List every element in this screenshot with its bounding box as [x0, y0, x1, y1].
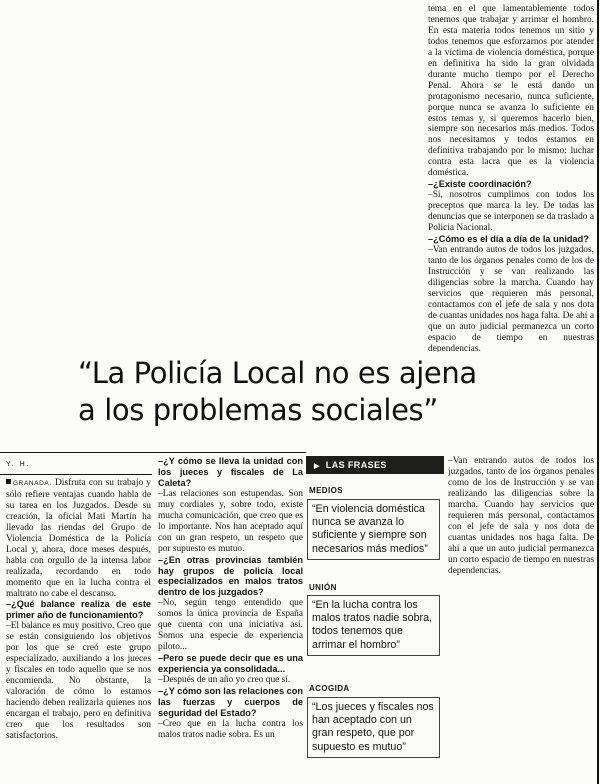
- headline-rule: [0, 452, 306, 453]
- paragraph: [6, 478, 151, 599]
- paragraph: –Van entrando autos de todos los juzgados, tanto de los órganos penales como de los de Instrucción y se van realizando las diligencias sobre la marcha. Cuando hay servicios que requieren más personal, contactamos con el jefe de sala y nos dota de cuantas unidades nos haga falta. De ahí a que un auto judicial permanezca un corto espacio de tiempo en nuestras dependencias.: [448, 456, 594, 576]
- article-column-left: [6, 478, 151, 784]
- headline: [78, 355, 518, 429]
- interview-question: –¿Existe coordinación?: [428, 179, 532, 190]
- interview-question: –¿Y cómo son las relaciones con las fuerzas y cuerpos de seguridad del Estado?: [158, 686, 303, 718]
- interview-question: –¿Cómo es el día a día de la unidad?: [428, 234, 589, 245]
- interview-question: –¿Y cómo se lleva la unidad con los jueces y fiscales de La Caleta?: [158, 456, 303, 488]
- interview-question: –¿En otras provincias también hay grupos de policía local especializados en malos tratos dentro de los juzgados?: [158, 554, 303, 598]
- quote-box-union: “En la lucha contra los malos tratos nadie sobra, todos tenemos que arrimar el hombro”: [307, 595, 440, 656]
- paragraph: –Van entrando autos de todos los juzgados, tanto de los órganos penales como de los de Instrucción y se van realizando las diligencias sobre la marcha. Cuando hay servicios que requieren más personal, contactamos con el jefe de sala y nos dota de cuantas unidades nos haga falta. De ahí a que un auto judicial permanezca un corto espacio de tiempo en nuestras dependencias.: [428, 244, 594, 352]
- column-rule-right: [597, 0, 599, 784]
- lead-paragraph-text: Disfruta con su trabajo y sólo refiere ventajas cuando habla de su tarea en los Juzgados. Desde su creación, la oficial Mati Martín ha llevado las riendas del Grupo de Violencia Doméstica de la Policía Local y, ahora, doce meses después, habla con orgullo de la intensa labor realizada, recordando en todo momento que en la lucha contra el maltrato no cabe el descanso.: [6, 478, 151, 599]
- quote-box-acogida: “Los jueces y fiscales nos han aceptado con un gran respeto, que por supuesto es mutuo”: [307, 697, 440, 758]
- paragraph: –El balance es muy positivo. Creo que se están consiguiendo los objetivos por los que se creó este grupo especializado, auxiliando a los jueces y fiscales en todo aquello que se nos encomienda. No obstante, la valoración de cómo lo estamos haciendo deben realizarla quienes nos encargan el trabajo, pero en definitiva creo que los resultados son satisfactorios.: [6, 621, 151, 741]
- article-column-bottom-right: [448, 456, 594, 784]
- byline-rule: [0, 474, 152, 475]
- paragraph: –No, según tengo entendido que somos la única provincia de España que cuenta con una iniciativa así. Somos una especie de experiencia piloto...: [158, 598, 303, 653]
- paragraph: –Después de un año yo creo que sí.: [158, 675, 291, 686]
- dateline-square-icon: [6, 479, 11, 484]
- quote-source-union: UNIÓN: [309, 583, 337, 592]
- paragraph: –Las relaciones son estupendas. Son muy cordiales y, sobre todo, existe mucha comunicación, que creo que es lo importante. Nos han aceptado aquí con un gran respeto, un respeto que por supuesto es mutuo.: [158, 488, 303, 554]
- paragraph: –Sí, nosotros cumplimos con todos los preceptos que marca la ley. De todas las denuncias que se interponen se da traslado a Policía Nacional.: [428, 190, 594, 234]
- paragraph: tema en el que lamentablemente todos tenemos que trabajar y arrimar el hombro. En esta materia todos tenemos un sitio y todos tenemos que esforzarnos por atender a la víctima de violencia doméstica, porque en definitiva ha sido la gran olvidada durante mucho tiempo por el Derecho Penal. Ahora se le está dando un protagonismo necesario, nunca suficiente, porque nunca se avanza lo suficiente en estos temas y, si queremos hacerlo bien, siempre son necesarios más medios. Todos nos necesitamos y todos estamos en definitiva trabajando por lo mismo: luchar contra esta lacra que es la violencia doméstica.: [428, 4, 594, 179]
- article-column-middle: [158, 456, 303, 784]
- quote-source-medios: MEDIOS: [309, 486, 343, 495]
- paragraph: –Creo que en la lucha contra los malos tratos nadie sobra. Es un: [158, 718, 303, 740]
- sidebar-title: ▶ LAS FRASES: [306, 456, 444, 474]
- headline-line-2: a los problemas sociales”: [78, 393, 438, 427]
- article-column-top-right: [428, 4, 594, 352]
- dateline: GRANADA.: [13, 480, 52, 487]
- byline: Y. H.: [6, 461, 31, 468]
- headline-line-1: “La Policía Local no es ajena: [78, 356, 477, 390]
- triangle-right-icon: ▶: [314, 463, 320, 470]
- quote-box-medios: “En violencia doméstica nunca se avanza lo suficiente y siempre son necesarios más medios”: [307, 499, 440, 560]
- interview-question: –Pero se puede decir que es una experiencia ya consolidada...: [158, 653, 303, 675]
- interview-question: –¿Qué balance realiza de este primer año de funcionamiento?: [6, 599, 151, 621]
- quote-source-acogida: ACOGIDA: [309, 684, 350, 693]
